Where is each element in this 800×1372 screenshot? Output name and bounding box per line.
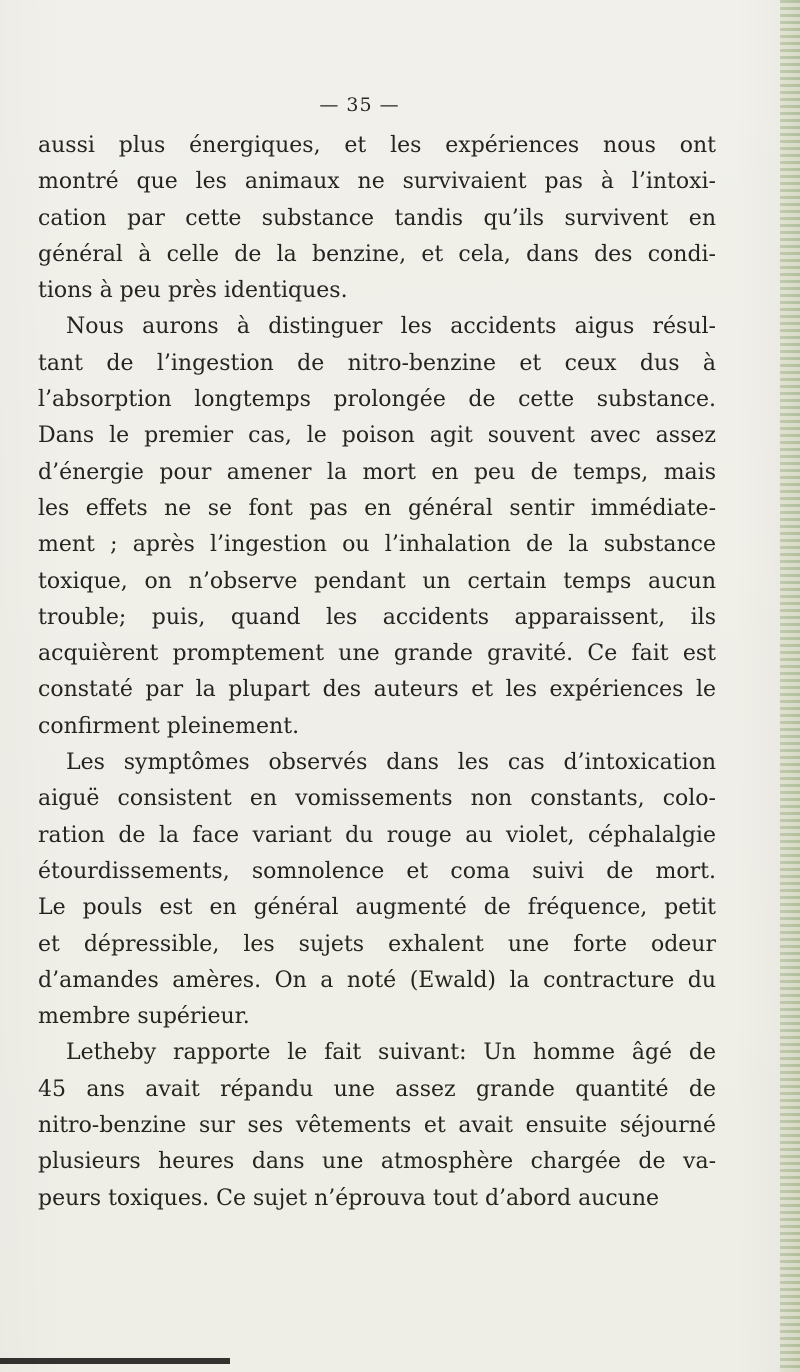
text-line: membre supérieur. (38, 1004, 250, 1030)
bottom-edge-mark (0, 1358, 230, 1364)
text-line: ration de la face variant du rouge au violet, céphalalgie (38, 822, 716, 848)
paragraph-start-line: Les symptômes observés dans les cas d’intoxication (66, 750, 716, 776)
text-line: les effets ne se font pas en général sentir immédiate- (38, 495, 716, 521)
text-line: aussi plus énergiques, et les expériences nous ont (38, 133, 716, 158)
body-text (38, 128, 716, 1217)
text-line: Dans le premier cas, le poison agit souvent avec assez (38, 423, 716, 449)
text-line: d’énergie pour amener la mort en peu de temps, mais (38, 459, 716, 485)
text-line: d’amandes amères. On a noté (Ewald) la contracture du (38, 967, 716, 993)
text-line: l’absorption longtemps prolongée de cette substance. (38, 387, 716, 413)
paragraph-start-line: Letheby rapporte le fait suivant: Un homme âgé de (66, 1040, 716, 1066)
text-line: aiguë consistent en vomissements non constants, colo- (38, 786, 716, 812)
text-line: acquièrent promptement une grande gravité. Ce fait est (38, 641, 716, 667)
text-line: ment ; après l’ingestion ou l’inhalation de la substance (38, 532, 716, 558)
text-line: tant de l’ingestion de nitro-benzine et ceux dus à (38, 350, 716, 376)
text-line: cation par cette substance tandis qu’ils survivent en (38, 205, 716, 231)
text-line: général à celle de la benzine, et cela, dans des condi- (38, 241, 716, 267)
text-line: nitro-benzine sur ses vêtements et avait ensuite séjourné (38, 1113, 716, 1139)
page-number: — 35 — (319, 94, 400, 116)
text-line: toxique, on n’observe pendant un certain temps aucun (38, 568, 716, 594)
text-line: peurs toxiques. Ce sujet n’éprouva tout d’abord aucune (38, 1185, 660, 1211)
text-line: constaté par la plupart des auteurs et les expériences le (38, 677, 716, 703)
text-line: et dépressible, les sujets exhalent une forte odeur (38, 931, 716, 957)
text-line: 45 ans avait répandu une assez grande quantité de (38, 1076, 716, 1102)
page-edge-shadow (780, 0, 800, 1372)
text-line: Le pouls est en général augmenté de fréquence, petit (38, 895, 716, 921)
paragraph-start-line: Nous aurons à distinguer les accidents aigus résul- (66, 314, 716, 340)
text-line: montré que les animaux ne survivaient pas à l’intoxi- (38, 169, 716, 195)
text-line: trouble; puis, quand les accidents apparaissent, ils (38, 604, 716, 630)
text-line: plusieurs heures dans une atmosphère chargée de va- (38, 1149, 716, 1175)
text-line: confirment pleinement. (38, 713, 300, 739)
text-line: étourdissements, somnolence et coma suivi de mort. (38, 858, 716, 884)
text-line: tions à peu près identiques. (38, 278, 348, 304)
